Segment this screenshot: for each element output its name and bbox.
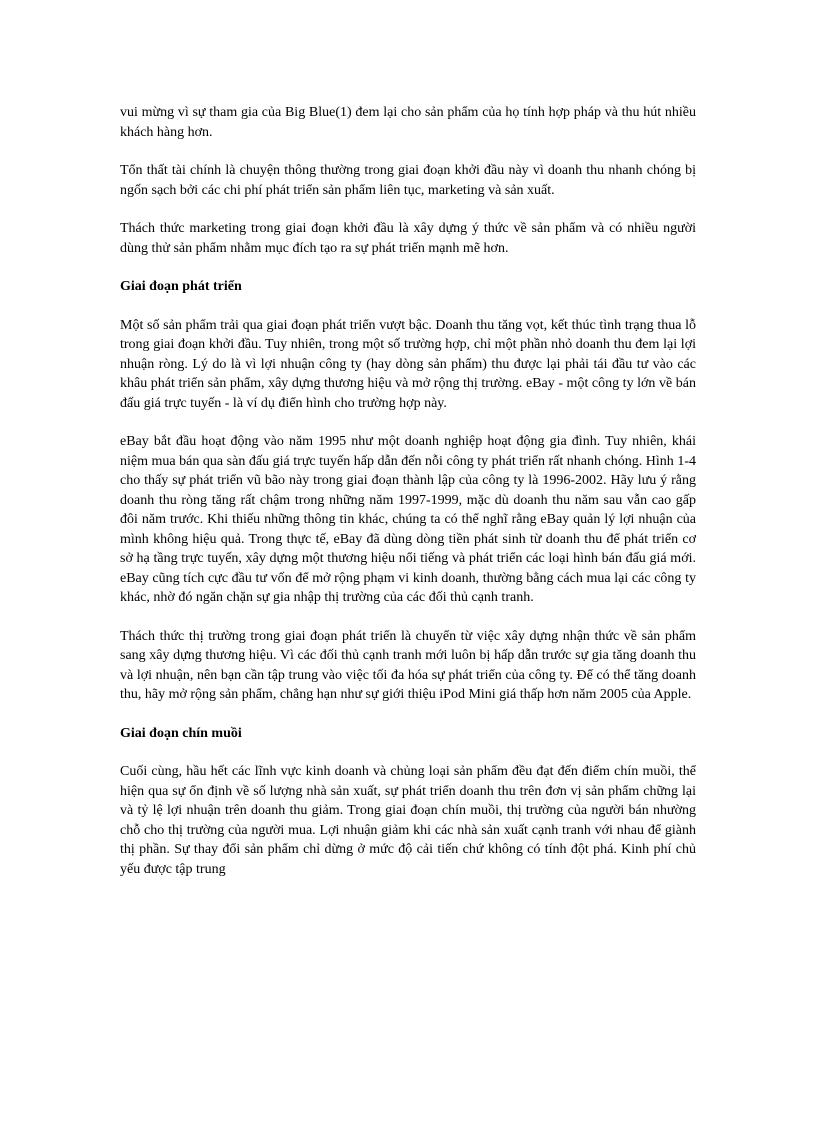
- paragraph-growth-challenge: Thách thức thị trường trong giai đoạn phát triển là chuyển từ việc xây dựng nhận thức về sản phẩm sang xây dựng thương hiệu. Vì các đối thủ cạnh tranh mới luôn bị hấp dẫn trước sự gia tăng doanh thu và lợi nhuận, nên bạn cần tập trung vào việc tối đa hóa sự phát triển của công ty. Để có thể tăng doanh thu, hãy mở rộng sản phẩm, chẳng hạn như sự giới thiệu iPod Mini giá thấp hơn năm 2005 của Apple.: [120, 628, 696, 702]
- heading-growth-stage: Giai đoạn phát triển: [120, 279, 242, 294]
- paragraph-intro-continuation: vui mừng vì sự tham gia của Big Blue(1) đem lại cho sản phẩm của họ tính hợp pháp và thu hút nhiều khách hàng hơn.: [120, 105, 696, 140]
- paragraph-growth-overview: Một số sản phẩm trải qua giai đoạn phát triển vượt bậc. Doanh thu tăng vọt, kết thúc tình trạng thua lỗ trong giai đoạn khởi đầu. Tuy nhiên, trong một số trường hợp, chỉ một phần nhỏ doanh thu đem lại lợi nhuận ròng. Lý do là vì lợi nhuận công ty (hay dòng sản phẩm) thu được lại phải tái đầu tư vào các khâu phát triển sản phẩm, xây dựng thương hiệu và mở rộng thị trường. eBay - một công ty lớn về bán đấu giá trực tuyến - là ví dụ điển hình cho trường hợp này.: [120, 317, 696, 411]
- paragraph-maturity-overview: Cuối cùng, hầu hết các lĩnh vực kinh doanh và chủng loại sản phẩm đều đạt đến điểm chín muồi, thể hiện qua sự ổn định về số lượng nhà sản xuất, sự phát triển doanh thu trên đơn vị sản phẩm chững lại và tỷ lệ lợi nhuận trên doanh thu giảm. Trong giai đoạn chín muồi, thị trường của người bán nhường chỗ cho thị trường của người mua. Lợi nhuận giảm khi các nhà sản xuất cạnh tranh với nhau để giành thị phần. Sự thay đổi sản phẩm chỉ dừng ở mức độ cải tiến chứ không có tính đột phá. Kinh phí chủ yếu được tập trung: [120, 764, 696, 877]
- paragraph-financial-loss: Tổn thất tài chính là chuyện thông thường trong giai đoạn khởi đầu này vì doanh thu nhanh chóng bị ngốn sạch bởi các chi phí phát triển sản phẩm liên tục, marketing và sản xuất.: [120, 163, 696, 198]
- heading-maturity-stage: Giai đoạn chín muồi: [120, 725, 242, 741]
- paragraph-ebay-example: eBay bắt đầu hoạt động vào năm 1995 như một doanh nghiệp hoạt động gia đình. Tuy nhiên, khái niệm mua bán qua sàn đấu giá trực tuyến hấp dẫn đến nỗi công ty phát triển rất nhanh chóng. Hình 1-4 cho thấy sự phát triển vũ bão này trong giai đoạn thành lập của công ty là 1996-2002. Hãy lưu ý rằng doanh thu ròng tăng rất chậm trong những năm 1997-1999, mặc dù doanh thu năm sau vẫn cao gấp đôi năm trước. Khi thiếu những thông tin khác, chúng ta có thể nghĩ rằng eBay quản lý lợi nhuận của mình không hiệu quả. Trong thực tế, eBay đã dùng dòng tiền phát sinh từ doanh thu để phát triển cơ sở hạ tầng trực tuyến, xây dựng một thương hiệu nổi tiếng và phát triển các loại hình bán đấu giá mới. eBay cũng tích cực đầu tư vốn để mở rộng phạm vi kinh doanh, thường bằng cách mua lại các công ty khác, nhờ đó ngăn chặn sự gia nhập thị trường của các đối thủ cạnh tranh.: [120, 434, 696, 605]
- paragraph-marketing-challenge: Thách thức marketing trong giai đoạn khởi đầu là xây dựng ý thức về sản phẩm và có nhiều người dùng thử sản phẩm nhằm mục đích tạo ra sự phát triển mạnh mẽ hơn.: [120, 221, 696, 256]
- document-page: [120, 103, 696, 898]
